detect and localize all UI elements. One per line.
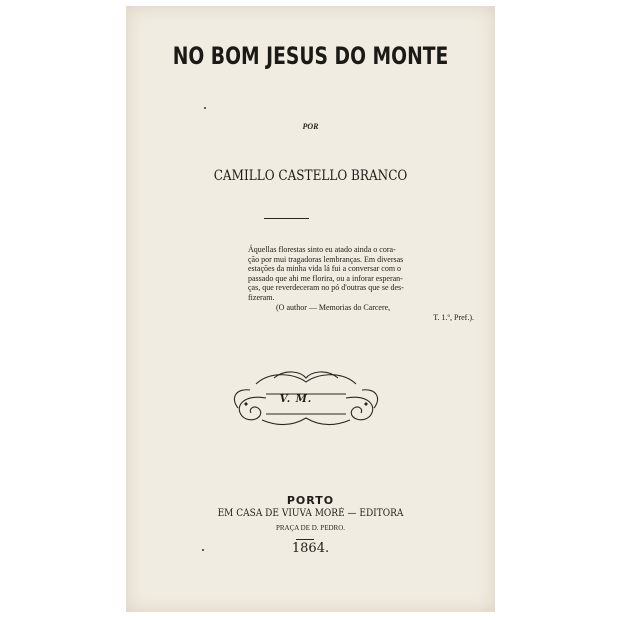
epigraph-line: passado que ahi me florira, ou a inforar esperan- — [248, 273, 403, 283]
monogram-text: V. M. — [279, 394, 313, 405]
divider-rule — [264, 218, 309, 219]
publisher-address: PRAÇA DE D. PEDRO. — [275, 524, 346, 532]
speck — [204, 107, 206, 109]
epigraph-line: fizeram. — [248, 292, 275, 302]
by-label: POR — [302, 122, 319, 131]
speck — [202, 549, 204, 551]
epigraph-line: ção por mui tragadoras lembranças. Em diversas — [248, 254, 404, 264]
epigraph-line: ças, que reverdeceram no pó d'outras que se des- — [248, 283, 404, 293]
epigraph — [248, 245, 476, 303]
attribution-line-1: (O author — Memorias do Carcere, — [276, 303, 391, 312]
publication-place: PORTO — [286, 494, 335, 507]
publication-year: 1864. — [291, 541, 330, 556]
epigraph-line: Áquellas florestas sinto eu atado ainda o cora- — [248, 245, 396, 254]
book-title: NO BOM JESUS DO MONTE — [172, 42, 449, 70]
publisher-name: EM CASA DE VIUVA MORÉ — EDITORA — [217, 508, 404, 519]
title-page — [126, 6, 495, 612]
author-name: CAMILLO CASTELLO BRANCO — [213, 168, 408, 184]
short-rule — [296, 539, 314, 540]
epigraph-attribution — [276, 303, 476, 322]
attribution-line-2: T. 1.º, Pref.). — [433, 312, 474, 322]
epigraph-line: estações da minha vida lá fui a conversar com o — [248, 264, 402, 274]
